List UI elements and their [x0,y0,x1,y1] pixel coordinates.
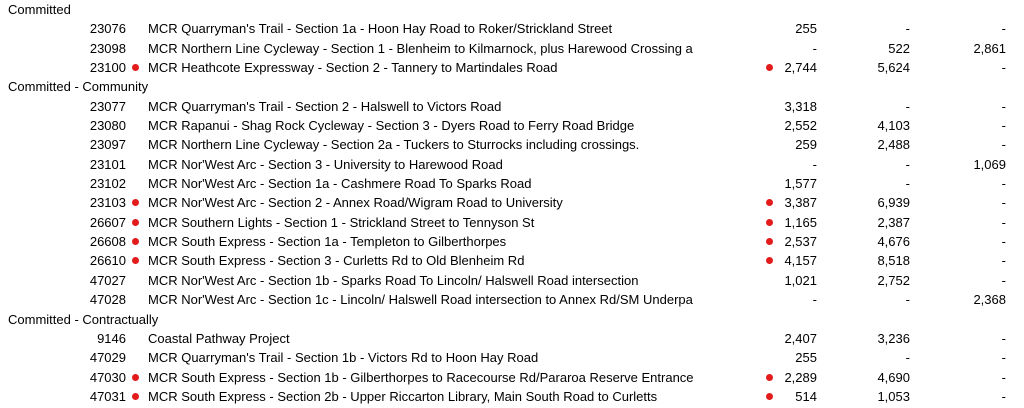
red-dot-icon [132,238,139,245]
project-description: MCR Heathcote Expressway - Section 2 - Tannery to Martindales Road [148,60,558,76]
value-col-3: - [1001,98,1006,114]
value-col-3: - [1001,137,1006,153]
project-description: MCR Quarryman's Trail - Section 2 - Halswell to Victors Road [148,98,502,114]
value-col-2: - [905,98,910,114]
value-col-1: 514 [795,388,817,404]
red-dot-icon [132,374,139,381]
value-col-1: 1,577 [784,176,817,192]
project-description: MCR Nor'West Arc - Section 1c - Lincoln/ Halswell Road intersection to Annex Rd/SM Underpa [148,292,693,308]
project-id: 23101 [89,156,126,172]
value-col-3: - [1001,388,1006,404]
value-col-3: - [1001,234,1006,250]
project-description: MCR South Express - Section 1a - Templeton to Gilberthorpes [148,234,507,250]
value-col-2: - [905,21,910,37]
section-header [0,77,1024,96]
project-id: 23080 [89,118,126,134]
red-dot-icon [766,199,773,206]
project-description: MCR South Express - Section 3 - Curletts Rd to Old Blenheim Rd [148,253,525,269]
project-id: 23077 [89,98,126,114]
table-row [0,193,1024,212]
value-col-1: 2,552 [784,118,817,134]
project-id: 23103 [89,195,126,211]
value-col-2: 3,236 [877,330,910,346]
project-id: 47028 [89,292,126,308]
project-description: MCR Nor'West Arc - Section 1a - Cashmere Road To Sparks Road [148,176,532,192]
project-description: MCR Southern Lights - Section 1 - Strickland Street to Tennyson St [148,214,535,230]
project-id: 23076 [89,21,126,37]
project-id: 23102 [89,176,126,192]
value-col-3: - [1001,350,1006,366]
value-col-2: 522 [888,40,910,56]
red-dot-icon [766,393,773,400]
value-col-1: 255 [795,21,817,37]
section-title: Committed [8,2,71,17]
section-header [0,0,1024,19]
red-dot-icon [132,257,139,264]
project-description: MCR Quarryman's Trail - Section 1a - Hoon Hay Road to Roker/Strickland Street [148,21,613,37]
value-col-1: - [812,40,817,56]
value-col-1: 255 [795,350,817,366]
value-col-1: 2,289 [784,369,817,385]
red-dot-icon [766,238,773,245]
value-col-1: 1,021 [784,272,817,288]
red-dot-icon [766,374,773,381]
project-id: 26610 [89,253,126,269]
value-col-1: 2,744 [784,60,817,76]
value-col-2: 8,518 [877,253,910,269]
red-dot-icon [766,257,773,264]
table-row [0,39,1024,58]
table-row [0,213,1024,232]
value-col-2: 4,676 [877,234,910,250]
project-description: MCR South Express - Section 1b - Gilberthorpes to Racecourse Rd/Pararoa Reserve Entrance [148,369,694,385]
table-row [0,290,1024,309]
value-col-1: 3,318 [784,98,817,114]
value-col-2: 6,939 [877,195,910,211]
value-col-2: 1,053 [877,388,910,404]
project-id: 26607 [89,214,126,230]
table-row [0,329,1024,348]
project-description: MCR Nor'West Arc - Section 1b - Sparks Road To Lincoln/ Halswell Road intersection [148,272,639,288]
value-col-3: - [1001,195,1006,211]
value-col-1: 2,407 [784,330,817,346]
value-col-3: 2,368 [973,292,1006,308]
project-id: 47027 [89,272,126,288]
value-col-1: 3,387 [784,195,817,211]
project-id: 47030 [89,369,126,385]
project-description: MCR Northern Line Cycleway - Section 1 - Blenheim to Kilmarnock, plus Harewood Crossing a [148,40,693,56]
red-dot-icon [132,219,139,226]
table-row [0,116,1024,135]
value-col-2: - [905,176,910,192]
value-col-3: 1,069 [973,156,1006,172]
value-col-1: 259 [795,137,817,153]
value-col-2: 4,690 [877,369,910,385]
table-row [0,58,1024,77]
project-description: MCR South Express - Section 2b - Upper Riccarton Library, Main South Road to Curletts [148,388,658,404]
project-description: MCR Nor'West Arc - Section 3 - University to Harewood Road [148,156,503,172]
section-header [0,310,1024,329]
value-col-1: - [812,292,817,308]
table-row [0,387,1024,406]
value-col-2: 2,387 [877,214,910,230]
red-dot-icon [132,199,139,206]
value-col-1: 4,157 [784,253,817,269]
value-col-3: - [1001,118,1006,134]
value-col-2: - [905,350,910,366]
value-col-3: - [1001,369,1006,385]
value-col-3: - [1001,176,1006,192]
project-id: 23097 [89,137,126,153]
red-dot-icon [132,393,139,400]
value-col-1: 2,537 [784,234,817,250]
section-title: Committed - Community [8,79,149,95]
table-row [0,19,1024,38]
red-dot-icon [766,64,773,71]
project-id: 9146 [97,330,126,346]
table-row [0,97,1024,116]
project-description: MCR Northern Line Cycleway - Section 2a - Tuckers to Sturrocks including crossings. [148,137,640,153]
project-id: 23098 [89,40,126,56]
value-col-2: - [905,292,910,308]
red-dot-icon [132,64,139,71]
project-description: MCR Nor'West Arc - Section 2 - Annex Road/Wigram Road to University [148,195,563,211]
table-row [0,348,1024,367]
table-row [0,251,1024,270]
value-col-2: 4,103 [877,118,910,134]
table-row [0,174,1024,193]
value-col-3: - [1001,272,1006,288]
project-description: MCR Rapanui - Shag Rock Cycleway - Section 3 - Dyers Road to Ferry Road Bridge [148,118,635,134]
project-id: 47029 [89,350,126,366]
section-title: Committed - Contractually [8,311,159,327]
value-col-3: - [1001,60,1006,76]
value-col-3: - [1001,253,1006,269]
project-id: 47031 [89,388,126,404]
value-col-1: 1,165 [784,214,817,230]
value-col-2: 2,488 [877,137,910,153]
table-row [0,271,1024,290]
table-row [0,135,1024,154]
table-row [0,155,1024,174]
value-col-2: 5,624 [877,60,910,76]
value-col-2: - [905,156,910,172]
value-col-3: 2,861 [973,40,1006,56]
table-row [0,232,1024,251]
project-id: 26608 [89,234,126,250]
value-col-1: - [812,156,817,172]
value-col-3: - [1001,330,1006,346]
project-description: Coastal Pathway Project [148,330,290,346]
red-dot-icon [766,219,773,226]
value-col-2: 2,752 [877,272,910,288]
table-row [0,368,1024,387]
value-col-3: - [1001,214,1006,230]
project-description: MCR Quarryman's Trail - Section 1b - Victors Rd to Hoon Hay Road [148,350,539,366]
project-id: 23100 [89,60,126,76]
value-col-3: - [1001,21,1006,37]
